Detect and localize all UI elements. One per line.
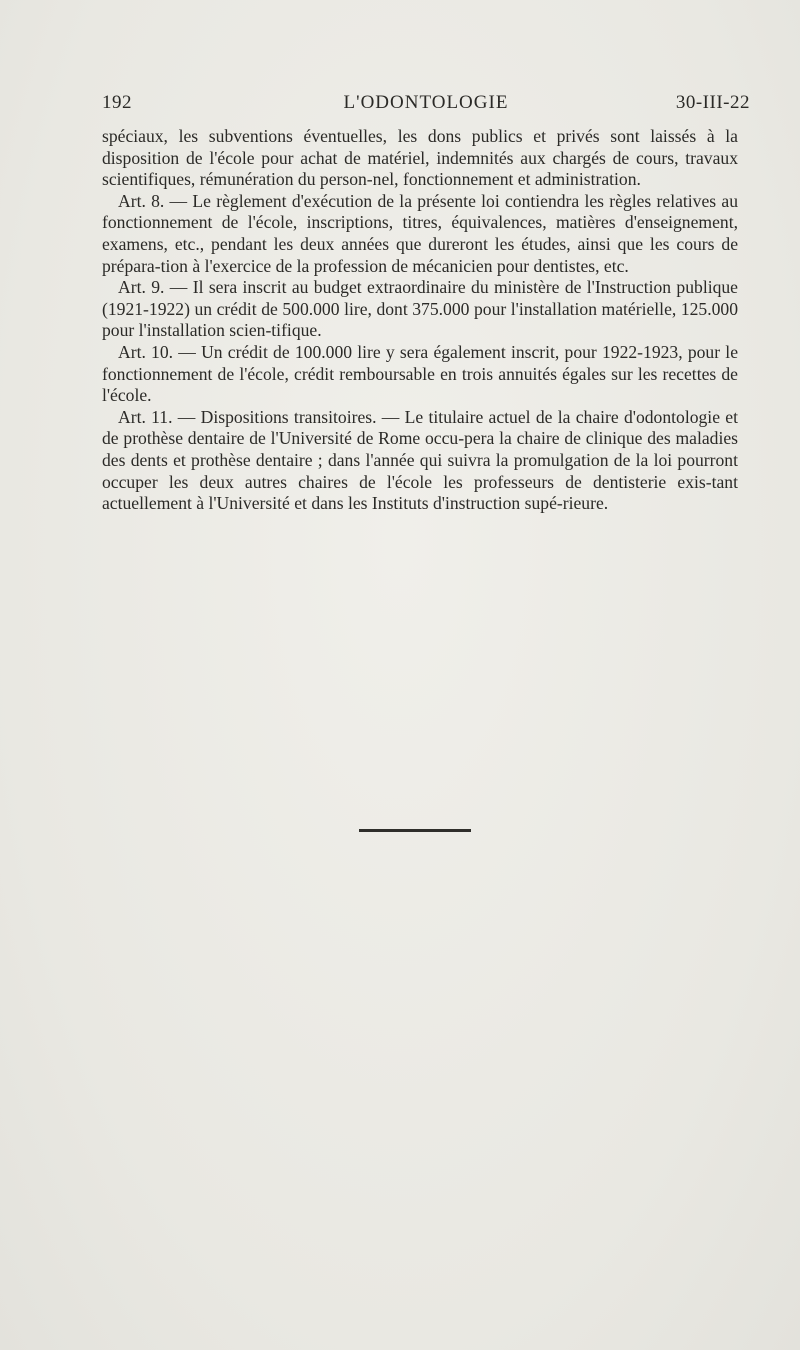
paragraph-article-9: Art. 9. — Il sera inscrit au budget extraordinaire du ministère de l'Instruction publique (1921-1922) un crédit de 500.000 lire, dont 375.000 pour l'installation matérielle, 125.000 pour l'installation scien-tifique. <box>102 277 738 341</box>
journal-title: L'ODONTOLOGIE <box>343 92 509 113</box>
page-number: 192 <box>102 92 132 113</box>
running-head <box>102 92 750 118</box>
section-end-rule <box>359 829 471 832</box>
paragraph-article-11: Art. 11. — Dispositions transitoires. — Le titulaire actuel de la chaire d'odontologie et de prothèse dentaire de l'Université de Rome occu-pera la chaire de clinique des maladies des dents et prothèse dentaire ; dans l'année qui suivra la promulgation de la loi pourront occuper les deux autres chaires de l'école les professeurs de dentisterie exis-tant actuellement à l'Université et dans les Instituts d'instruction supé-rieure. <box>102 406 738 514</box>
issue-date: 30-III-22 <box>675 92 750 113</box>
body-text <box>102 126 738 515</box>
paragraph-funding-continuation: spéciaux, les subventions éventuelles, les dons publics et privés sont laissés à la disposition de l'école pour achat de matériel, indemnités aux chargés de cours, travaux scientifiques, rémunération du person-nel, fonctionnement et administration. <box>102 126 738 190</box>
paragraph-article-10: Art. 10. — Un crédit de 100.000 lire y sera également inscrit, pour 1922-1923, pour le fonctionnement de l'école, crédit remboursable en trois annuités égales sur les recettes de l'école. <box>102 341 738 406</box>
paragraph-article-8: Art. 8. — Le règlement d'exécution de la présente loi contiendra les règles relatives au fonctionnement de l'école, inscriptions, titres, équivalences, matières d'enseignement, examens, etc., pendant les deux années que dureront les études, ainsi que les cours de prépara-tion à l'exercice de la profession de mécanicien pour dentistes, etc. <box>102 190 738 276</box>
